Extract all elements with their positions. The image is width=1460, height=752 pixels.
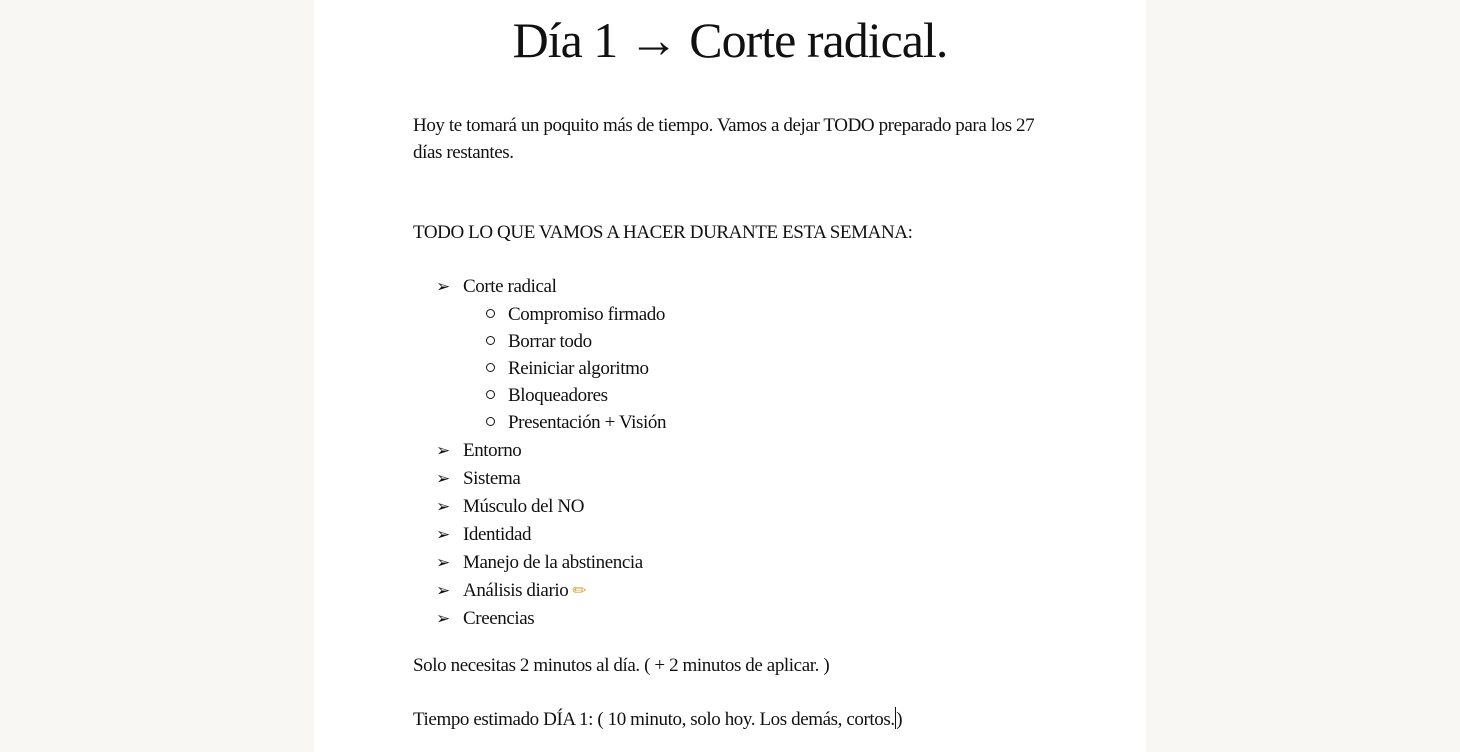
sub-item-label: Reiniciar algoritmo — [508, 358, 649, 380]
list-item-label: Entorno — [463, 439, 522, 461]
sub-list-item — [436, 409, 666, 436]
circle-bullet-icon — [486, 336, 495, 345]
sub-list — [436, 301, 666, 436]
sub-list-item — [436, 355, 666, 382]
list-item-label: Manejo de la abstinencia — [463, 551, 643, 573]
list-item — [436, 605, 666, 633]
document-title: Día 1 → Corte radical. — [512, 12, 948, 68]
circle-bullet-icon — [486, 417, 495, 426]
list-item — [436, 493, 666, 521]
circle-bullet-icon — [486, 309, 495, 318]
pencil-icon: ✏ — [572, 581, 587, 602]
estimate-note-text: Tiempo estimado DÍA 1: ( 10 minuto, solo hoy. Los demás, cortos. — [413, 709, 895, 730]
arrow-bullet-icon: ➢ — [436, 581, 450, 602]
list-item-label: Músculo del NO — [463, 495, 585, 517]
arrow-bullet-icon: ➢ — [436, 496, 450, 517]
list-item — [436, 465, 666, 493]
sub-list-item — [436, 301, 666, 328]
list-item — [436, 273, 666, 437]
arrow-bullet-icon: ➢ — [436, 277, 450, 297]
list-item-label: Identidad — [463, 523, 532, 545]
list-item-label: Análisis diario — [463, 580, 569, 602]
arrow-bullet-icon: ➢ — [436, 552, 450, 573]
sub-item-label: Bloqueadores — [508, 385, 608, 407]
list-item-label: Sistema — [463, 467, 521, 489]
intro-paragraph: Hoy te tomará un poquito más de tiempo. Vamos a dejar TODO preparado para los 27 días restantes. — [413, 115, 1035, 163]
arrow-bullet-icon: ➢ — [436, 468, 450, 489]
arrow-bullet-icon: ➢ — [436, 524, 450, 545]
sub-item-label: Presentación + Visión — [508, 412, 667, 434]
circle-bullet-icon — [486, 363, 495, 372]
activity-list — [436, 273, 666, 633]
list-item-label: Corte radical — [463, 276, 557, 297]
time-note: Solo necesitas 2 minutos al día. ( + 2 minutos de aplicar. ) — [413, 655, 830, 676]
arrow-bullet-icon: ➢ — [436, 609, 450, 630]
estimate-note-end: ) — [896, 709, 903, 730]
sub-list-item — [436, 382, 666, 409]
list-item — [436, 549, 666, 577]
sub-list-item — [436, 328, 666, 355]
estimate-note[interactable] — [413, 706, 902, 733]
document-page — [314, 0, 1146, 752]
list-item-label: Creencias — [463, 608, 535, 630]
list-item — [436, 577, 666, 605]
sub-item-label: Compromiso firmado — [508, 304, 665, 326]
circle-bullet-icon — [486, 390, 495, 399]
list-item — [436, 437, 666, 465]
arrow-bullet-icon: ➢ — [436, 440, 450, 461]
list-item — [436, 521, 666, 549]
section-heading: TODO LO QUE VAMOS A HACER DURANTE ESTA SEMANA: — [413, 222, 913, 243]
sub-item-label: Borrar todo — [508, 331, 592, 353]
